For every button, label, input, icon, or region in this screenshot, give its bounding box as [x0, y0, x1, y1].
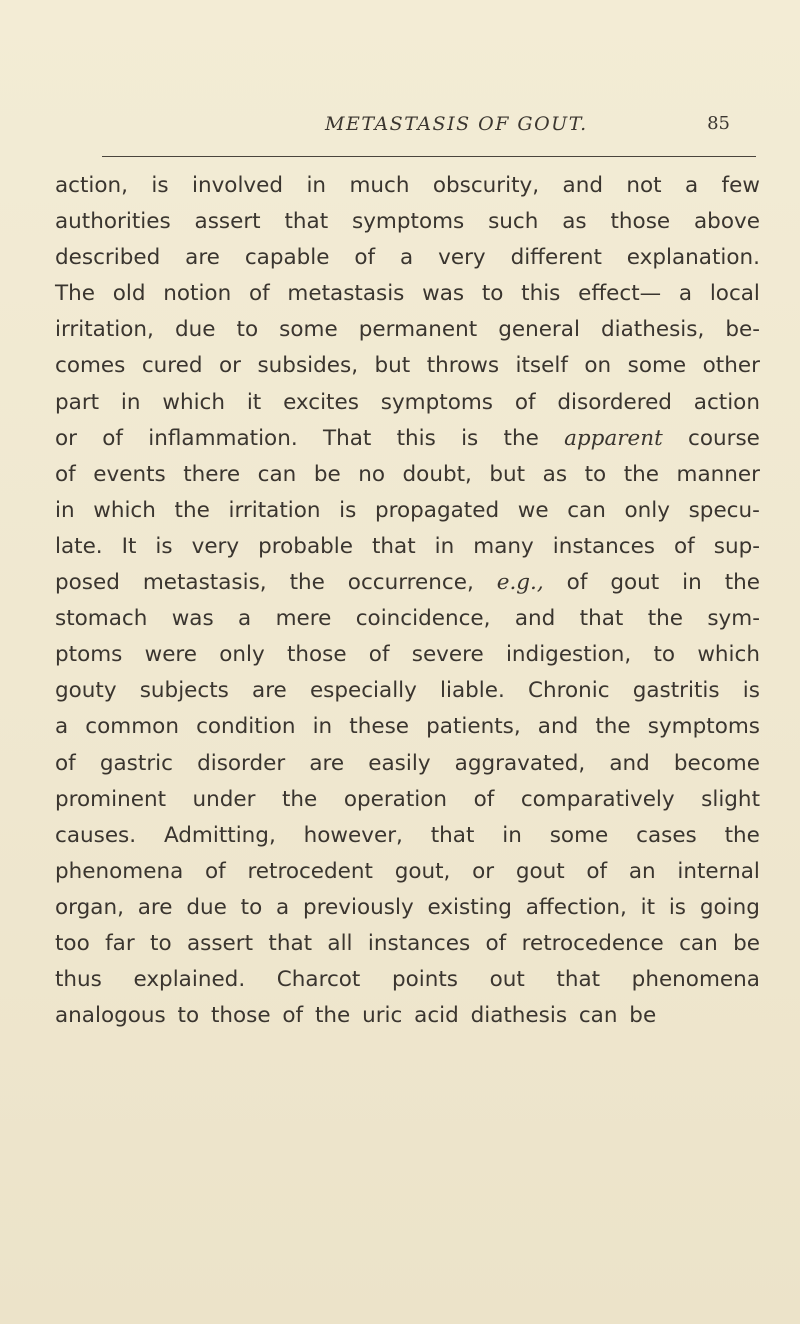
word: that: [579, 606, 624, 632]
word: such: [488, 209, 539, 235]
word: easily: [368, 750, 431, 776]
word: in: [306, 173, 327, 198]
word: of: [485, 930, 507, 956]
word: of: [55, 461, 76, 487]
word: be: [733, 930, 760, 956]
word: patients,: [426, 714, 521, 740]
word: a: [678, 281, 693, 307]
word: that: [371, 533, 416, 559]
word: of: [282, 1003, 304, 1029]
word: capable: [244, 245, 330, 271]
word: only: [219, 642, 265, 668]
word: which: [93, 497, 156, 523]
word: posed: [55, 570, 120, 596]
word: is: [742, 678, 760, 704]
word: apparent: [564, 425, 663, 451]
word: in: [682, 570, 702, 596]
word: very: [438, 245, 486, 271]
word: Chronic: [527, 678, 610, 704]
word: however,: [303, 822, 403, 848]
word: affection,: [525, 894, 627, 920]
word: gout: [515, 858, 565, 884]
word: subsides,: [257, 353, 359, 379]
text-line: [55, 818, 760, 854]
word: in: [502, 822, 522, 848]
text-line: [55, 637, 760, 673]
word: general: [498, 317, 580, 343]
word: diathesis,: [600, 317, 705, 343]
word: the: [623, 461, 659, 487]
word: action,: [55, 173, 129, 198]
word: specu-: [688, 497, 760, 523]
word: gout: [610, 570, 660, 596]
word: gouty: [55, 678, 117, 704]
text-line: [55, 746, 760, 782]
word: internal: [677, 858, 760, 884]
word: sup-: [713, 533, 760, 559]
word: action: [693, 389, 760, 415]
word: be-: [725, 317, 760, 343]
word: the: [647, 606, 683, 632]
word: to: [481, 281, 504, 307]
word: the: [314, 1003, 351, 1029]
word: Charcot: [276, 967, 361, 993]
word: phenomena: [55, 858, 184, 884]
word: this: [396, 425, 436, 451]
word: of: [514, 389, 536, 415]
word: instances: [367, 930, 471, 956]
text-line: [55, 276, 760, 312]
word: due: [186, 894, 227, 920]
word: above: [694, 209, 760, 235]
word: all: [327, 930, 353, 956]
word: of: [204, 858, 226, 884]
text-line: [55, 204, 760, 240]
word: as: [542, 461, 568, 487]
word: thus: [55, 967, 102, 993]
word: be: [629, 1003, 657, 1029]
word: the: [503, 425, 539, 451]
word: retrocedence: [521, 930, 664, 956]
word: in: [434, 533, 455, 559]
word: aggravated,: [454, 750, 586, 776]
word: there: [183, 461, 241, 487]
word: we: [517, 497, 549, 523]
word: symptoms: [380, 389, 493, 415]
word: of: [55, 750, 76, 776]
text-line: [55, 673, 760, 709]
word: different: [510, 245, 602, 271]
word: an: [628, 858, 656, 884]
page-number: 85: [707, 113, 730, 134]
text-line: [55, 926, 760, 962]
word: disorder: [197, 750, 286, 776]
word: a: [238, 606, 252, 632]
word: analogous: [55, 1003, 166, 1029]
word: and: [562, 173, 603, 198]
text-line: [55, 240, 760, 276]
word: is: [151, 173, 169, 198]
text-line: [55, 493, 760, 529]
word: common: [85, 714, 179, 740]
word: ptoms: [55, 642, 123, 668]
word: described: [55, 245, 161, 271]
word: sym-: [707, 606, 760, 632]
word: the: [724, 570, 760, 596]
word: but: [489, 461, 526, 487]
word: probable: [258, 533, 353, 559]
word: explanation.: [626, 245, 760, 271]
text-line: [55, 457, 760, 493]
word: late.: [55, 533, 103, 559]
word: can: [257, 461, 297, 487]
word: can: [578, 1003, 618, 1029]
word: assert: [186, 930, 254, 956]
word: irritation: [228, 497, 321, 523]
word: few: [721, 173, 760, 198]
word: organ,: [55, 894, 124, 920]
text-line: [55, 385, 760, 421]
word: effect—: [578, 281, 662, 307]
word: It: [121, 533, 137, 559]
word: stomach: [55, 606, 148, 632]
word: diathesis: [470, 1003, 568, 1029]
word: some: [549, 822, 609, 848]
word: throws: [426, 353, 500, 379]
word: metastasis,: [142, 570, 267, 596]
word: or: [219, 353, 241, 379]
word: be: [313, 461, 341, 487]
word: that: [430, 822, 475, 848]
word: authorities: [55, 209, 171, 235]
word: of: [354, 245, 376, 271]
word: manner: [676, 461, 760, 487]
word: those: [210, 1003, 271, 1029]
word: involved: [191, 173, 284, 198]
word: severe: [411, 642, 484, 668]
word: only: [624, 497, 670, 523]
text-line: [55, 421, 760, 457]
word: phenomena: [631, 967, 760, 993]
word: too: [55, 930, 90, 956]
word: symptoms: [647, 714, 760, 740]
word: and: [514, 606, 556, 632]
word: are: [309, 750, 345, 776]
word: condition: [196, 714, 296, 740]
word: to: [236, 317, 259, 343]
word: much: [349, 173, 410, 198]
word: are: [252, 678, 287, 704]
word: indigestion,: [505, 642, 632, 668]
word: irritation,: [55, 317, 154, 343]
text-line: [55, 168, 760, 204]
word: acid: [414, 1003, 459, 1029]
word: a: [400, 245, 414, 271]
word: instances: [552, 533, 656, 559]
word: that: [284, 209, 329, 235]
word: points: [391, 967, 458, 993]
word: which: [697, 642, 760, 668]
running-head: [55, 113, 760, 147]
word: retrocedent: [247, 858, 373, 884]
word: on: [584, 353, 612, 379]
word: is: [339, 497, 357, 523]
word: subjects: [139, 678, 229, 704]
text-line: [55, 565, 760, 601]
word: the: [174, 497, 210, 523]
word: many: [473, 533, 534, 559]
word: which: [162, 389, 225, 415]
word: very: [191, 533, 240, 559]
word: can: [567, 497, 606, 523]
word: part: [55, 389, 100, 415]
word: notion: [163, 281, 232, 307]
word: other: [702, 353, 760, 379]
word: and: [609, 750, 650, 776]
word: previously: [303, 894, 414, 920]
word: those: [610, 209, 671, 235]
word: gastric: [99, 750, 173, 776]
word: gastritis: [632, 678, 720, 704]
word: old: [112, 281, 146, 307]
word: is: [461, 425, 479, 451]
body-text: [55, 168, 760, 1034]
word: local: [709, 281, 760, 307]
word: it: [246, 389, 262, 415]
word: this: [521, 281, 561, 307]
word: e.g.,: [496, 570, 544, 596]
word: assert: [194, 209, 261, 235]
word: was: [422, 281, 465, 307]
word: inflammation.: [148, 425, 298, 451]
word: no: [358, 461, 385, 487]
word: of: [586, 858, 608, 884]
text-line: [55, 854, 760, 890]
word: and: [537, 714, 579, 740]
word: far: [105, 930, 135, 956]
word: metastasis: [287, 281, 405, 307]
text-line: [55, 998, 760, 1034]
word: is: [155, 533, 173, 559]
word: The: [55, 281, 95, 307]
word: liable.: [440, 678, 505, 704]
word: was: [171, 606, 214, 632]
word: the: [595, 714, 631, 740]
word: that: [268, 930, 313, 956]
word: in: [312, 714, 333, 740]
text-line: [55, 962, 760, 998]
word: a: [55, 714, 69, 740]
word: under: [192, 786, 256, 812]
word: a: [276, 894, 290, 920]
word: mere: [275, 606, 332, 632]
word: the: [282, 786, 318, 812]
word: comparatively: [520, 786, 675, 812]
word: gout,: [394, 858, 451, 884]
word: as: [562, 209, 587, 235]
word: are: [185, 245, 220, 271]
word: especially: [309, 678, 417, 704]
running-title: METASTASIS OF GOUT.: [325, 113, 588, 135]
word: out: [489, 967, 525, 993]
word: of: [102, 425, 123, 451]
text-line: [55, 529, 760, 565]
header-rule: [102, 156, 756, 157]
word: to: [240, 894, 263, 920]
word: to: [150, 930, 172, 956]
word: can: [679, 930, 718, 956]
word: permanent: [358, 317, 478, 343]
word: of: [674, 533, 695, 559]
word: these: [349, 714, 410, 740]
text-line: [55, 312, 760, 348]
word: or: [472, 858, 495, 884]
word: That: [322, 425, 372, 451]
word: excites: [283, 389, 359, 415]
word: that: [556, 967, 601, 993]
word: events: [93, 461, 166, 487]
text-line: [55, 709, 760, 745]
text-line: [55, 782, 760, 818]
word: it: [640, 894, 656, 920]
word: not: [626, 173, 662, 198]
word: symptoms: [352, 209, 465, 235]
word: causes.: [55, 822, 137, 848]
word: doubt,: [402, 461, 472, 487]
word: disordered: [557, 389, 672, 415]
word: those: [286, 642, 347, 668]
word: the: [289, 570, 325, 596]
word: of: [566, 570, 588, 596]
word: in: [120, 389, 141, 415]
word: to: [177, 1003, 200, 1029]
text-line: [55, 890, 760, 926]
word: cured: [141, 353, 203, 379]
word: explained.: [133, 967, 246, 993]
word: in: [55, 497, 75, 523]
word: are: [137, 894, 173, 920]
word: existing: [427, 894, 512, 920]
word: were: [144, 642, 198, 668]
word: propagated: [374, 497, 500, 523]
word: of: [368, 642, 390, 668]
word: comes: [55, 353, 126, 379]
word: some: [279, 317, 338, 343]
word: some: [627, 353, 687, 379]
word: coincidence,: [355, 606, 491, 632]
word: going: [699, 894, 760, 920]
word: of: [248, 281, 270, 307]
word: operation: [343, 786, 448, 812]
word: due: [174, 317, 216, 343]
word: prominent: [55, 786, 166, 812]
word: cases: [636, 822, 697, 848]
word: obscurity,: [432, 173, 540, 198]
text-line: [55, 601, 760, 637]
word: the: [724, 822, 760, 848]
word: a: [684, 173, 699, 198]
word: but: [374, 353, 411, 379]
word: of: [473, 786, 495, 812]
word: course: [688, 425, 760, 451]
word: is: [668, 894, 687, 920]
text-line: [55, 348, 760, 384]
word: occurrence,: [347, 570, 474, 596]
word: become: [673, 750, 760, 776]
word: or: [55, 425, 77, 451]
word: uric: [362, 1003, 403, 1029]
word: to: [653, 642, 676, 668]
word: slight: [701, 786, 760, 812]
word: to: [584, 461, 607, 487]
word: itself: [515, 353, 568, 379]
word: Admitting,: [163, 822, 276, 848]
